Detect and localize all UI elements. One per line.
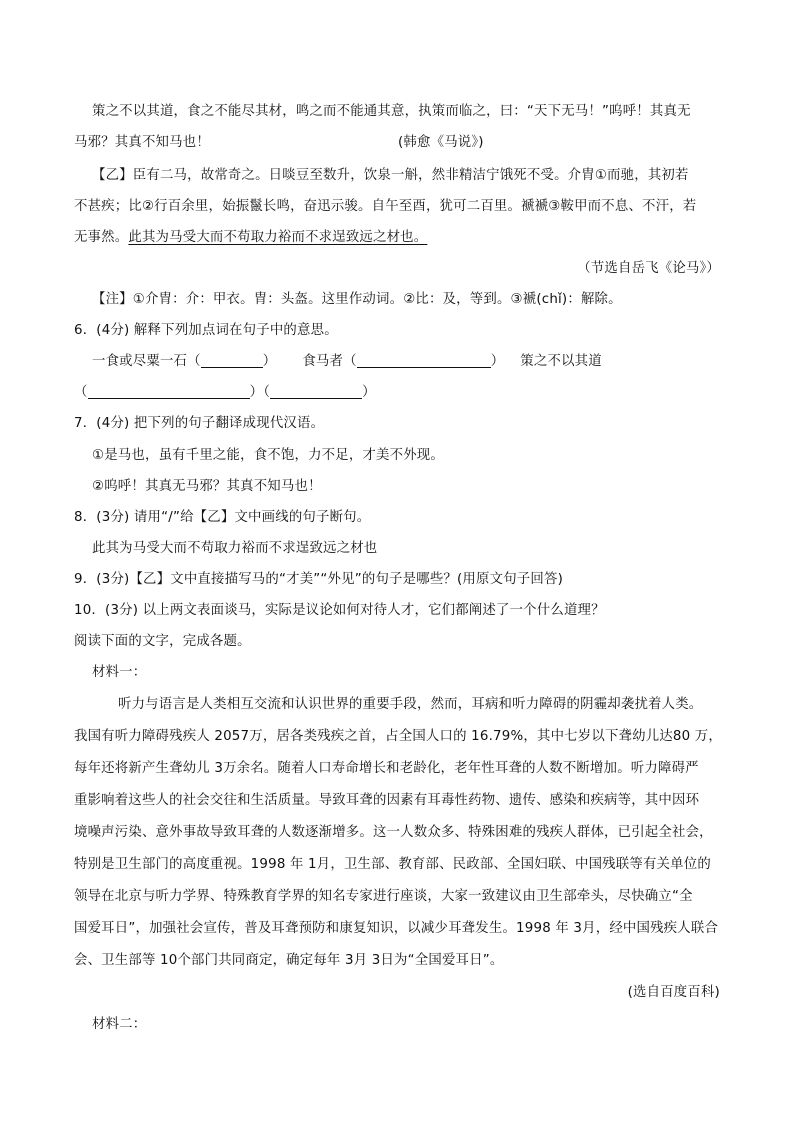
material-1-line: 会、卫生部等 10个部门共同商定，确定每年 3月 3日为“全国爱耳日”。 xyxy=(74,953,504,968)
q6-blank-1[interactable] xyxy=(201,353,263,368)
passage-b-line-2: 不甚疾；比②行百余里，始振鬣长鸣，奋迅示骏。自午至酉，犹可二百里。褫褫③鞍甲而不息、不汗，若 xyxy=(74,199,697,214)
q6-item-1-end: ） xyxy=(262,354,277,369)
material-1-line: 我国有听力障碍残疾人 2057万，居各类残疾之首，占全国人口的 16.79%，其中七岁以下聋幼儿达80 万， xyxy=(74,729,722,744)
question-7-sentence-2: ②呜呼！其真无马邪？其真不知马也！ xyxy=(92,479,322,494)
passage-b-source: （节选自岳飞《论马》） xyxy=(577,261,720,276)
passage-b-line-3-plain: 无事然。 xyxy=(74,230,129,245)
question-9: 9．(3分)【乙】文中直接描写马的“才美”“外见”的句子是哪些？(用原文句子回答) xyxy=(74,572,563,587)
question-6-blanks-row xyxy=(74,384,376,402)
question-7: 7．(4分) 把下列的句子翻译成现代汉语。 xyxy=(74,416,325,431)
underlined-sentence: 此其为马受大而不苟取力裕而不求逞致远之材也。 xyxy=(128,230,428,245)
material-1-source: (选自百度百科) xyxy=(627,985,720,1000)
material-1-label: 材料一： xyxy=(92,665,147,680)
q6-item-2-end: ） xyxy=(490,354,505,369)
material-1-line: 听力与语言是人类相互交流和认识世界的重要手段，然而，耳病和听力障碍的阴霾却袭扰着人类。 xyxy=(118,697,703,712)
material-1-line: 境噪声污染、意外事故导致耳聋的人数逐渐增多。这一人数众多、特殊困难的残疾人群体，已引起全社会， xyxy=(74,825,713,840)
passage-b-note: 【注】①介胄：介：甲衣。胄：头盔。这里作动词。②比：及，等到。③褫(chǐ)：解除。 xyxy=(92,292,622,307)
q6-paren-mid: ）（ xyxy=(249,385,271,400)
q6-item-1: 一食或尽粟一石（ xyxy=(92,354,201,369)
q6-paren-open: （ xyxy=(74,385,88,400)
question-10: 10．(3分) 以上两文表面谈马，实际是议论如何对待人才，它们都阐述了一个什么道理？ xyxy=(74,603,605,618)
question-6: 6．(4分) 解释下列加点词在句子中的意思。 xyxy=(74,323,338,338)
question-8: 8．(3分) 请用“/”给【乙】文中画线的句子断句。 xyxy=(74,510,371,525)
q6-blank-3[interactable] xyxy=(88,384,250,399)
reading-instruction: 阅读下面的文字，完成各题。 xyxy=(74,634,251,649)
passage-a-source: (韩愈《马说》) xyxy=(398,135,484,150)
passage-a-line-1: 策之不以其道，食之不能尽其材，鸣之而不能通其意，执策而临之，曰：“天下无马！”呜呼！其真无 xyxy=(92,104,691,119)
question-7-sentence-1: ①是马也，虽有千里之能，食不饱，力不足，才美不外现。 xyxy=(92,448,444,463)
q6-blank-2[interactable] xyxy=(357,353,491,368)
q6-paren-close: ） xyxy=(362,385,376,400)
question-8-sentence: 此其为马受大而不苟取力裕而不求逞致远之材也 xyxy=(92,541,378,556)
passage-a-line-2: 马邪？其真不知马也！ xyxy=(74,135,210,150)
material-1-line: 特别是卫生部门的高度重视。1998 年 1月，卫生部、教育部、民政部、全国妇联、中国残联等有关单位的 xyxy=(74,857,711,872)
material-1-line: 重影响着这些人的社会交往和生活质量。导致耳聋的因素有耳毒性药物、遗传、感染和疾病等，其中因环 xyxy=(74,793,700,808)
material-1-line: 每年还将新产生聋幼儿 3万余名。随着人口寿命增长和老龄化，老年性耳聋的人数不断增加。听力障碍严 xyxy=(74,761,699,776)
passage-b-line-3 xyxy=(74,229,427,247)
material-1-line: 国爱耳日”，加强社会宣传，普及耳聋预防和康复知识，以减少耳聋发生。1998 年 3月，经中国残疾人联合 xyxy=(74,921,719,936)
material-1-line: 领导在北京与听力学界、特殊教育学界的知名专家进行座谈，大家一致建议由卫生部牵头，尽快确立“全 xyxy=(74,889,693,904)
q6-blank-4[interactable] xyxy=(270,384,362,399)
question-6-items xyxy=(92,353,602,371)
passage-b-line-1: 【乙】臣有二马，故常奇之。日啖豆至数升，饮泉一斛，然非精洁宁饿死不受。介胄①而驰，其初若 xyxy=(92,168,689,183)
q6-item-3: 策之不以其道 xyxy=(520,354,602,369)
material-2-label: 材料二： xyxy=(92,1017,147,1032)
q6-item-2: 食马者（ xyxy=(302,354,357,369)
